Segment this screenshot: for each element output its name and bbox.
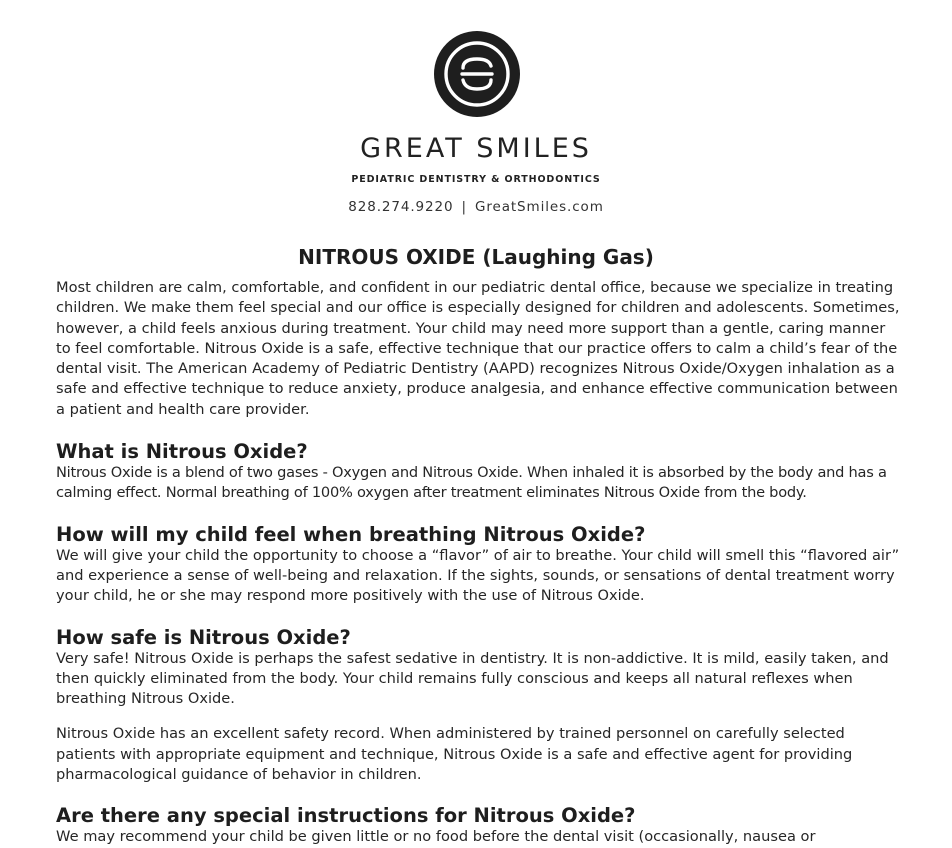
document-body [56,278,904,848]
section-paragraph: We may recommend your child be given little or no food before the dental visit (occasionally, nausea or [56,828,816,846]
section-heading-what-is: What is Nitrous Oxide? [56,440,308,464]
letterhead [0,0,952,230]
phone-number: 828.274.9220 [348,199,454,215]
contact-separator: | [461,199,467,215]
document-title: NITROUS OXIDE (Laughing Gas) [298,245,654,269]
brand-name: GREAT SMILES [360,133,592,164]
intro-paragraph: Most children are calm, comfortable, and confident in our pediatric dental office, because we specialize in treating children. We make them feel special and our office is especially designed for children and adolescents. Sometimes, however, a child feels anxious during treatment. Your child may need more support than a gentle, caring manner to feel comfortable. Nitrous Oxide is a safe, effective technique that our practice offers to calm a child’s fear of the dental visit. The American Academy of Pediatric Dentistry (AAPD) recognizes Nitrous Oxide/Oxygen inhalation as a safe and effective technique to reduce anxiety, produce analgesia, and enhance effective communication between a patient and health care provider. [56,279,900,418]
section-paragraph: Very safe! Nitrous Oxide is perhaps the safest sedative in dentistry. It is non-addictive. It is mild, easily taken, and then quickly eliminated from the body. Your child remains fully conscious and keeps all natural reflexes when breathing Nitrous Oxide. [56,649,889,708]
great-smiles-logo-icon [433,30,521,118]
section-paragraph: Nitrous Oxide has an excellent safety record. When administered by trained personnel on carefully selected patients with appropriate equipment and technique, Nitrous Oxide is a safe and effective agent for providing pharmacological guidance of behavior in children. [56,725,853,784]
website-link[interactable]: GreatSmiles.com [474,199,604,215]
section-paragraph: We will give your child the opportunity to choose a “flavor” of air to breathe. Your child will smell this “flavored air” and experience a sense of well-being and relaxation. If the sights, sounds, or sensations of dental treatment worry your child, he or she may respond more positively with the use of Nitrous Oxide. [56,546,900,605]
section-heading-special-instructions: Are there any special instructions for Nitrous Oxide? [56,804,636,828]
brand-tagline: PEDIATRIC DENTISTRY & ORTHODONTICS [351,174,601,185]
section-paragraph: Nitrous Oxide is a blend of two gases - Oxygen and Nitrous Oxide. When inhaled it is absorbed by the body and has a calming effect. Normal breathing of 100% oxygen after treatment eliminates Nitrous Oxide from the body. [56,464,887,502]
contact-line [0,198,952,216]
section-heading-how-feel: How will my child feel when breathing Nitrous Oxide? [56,522,646,546]
section-heading-how-safe: How safe is Nitrous Oxide? [56,625,351,649]
